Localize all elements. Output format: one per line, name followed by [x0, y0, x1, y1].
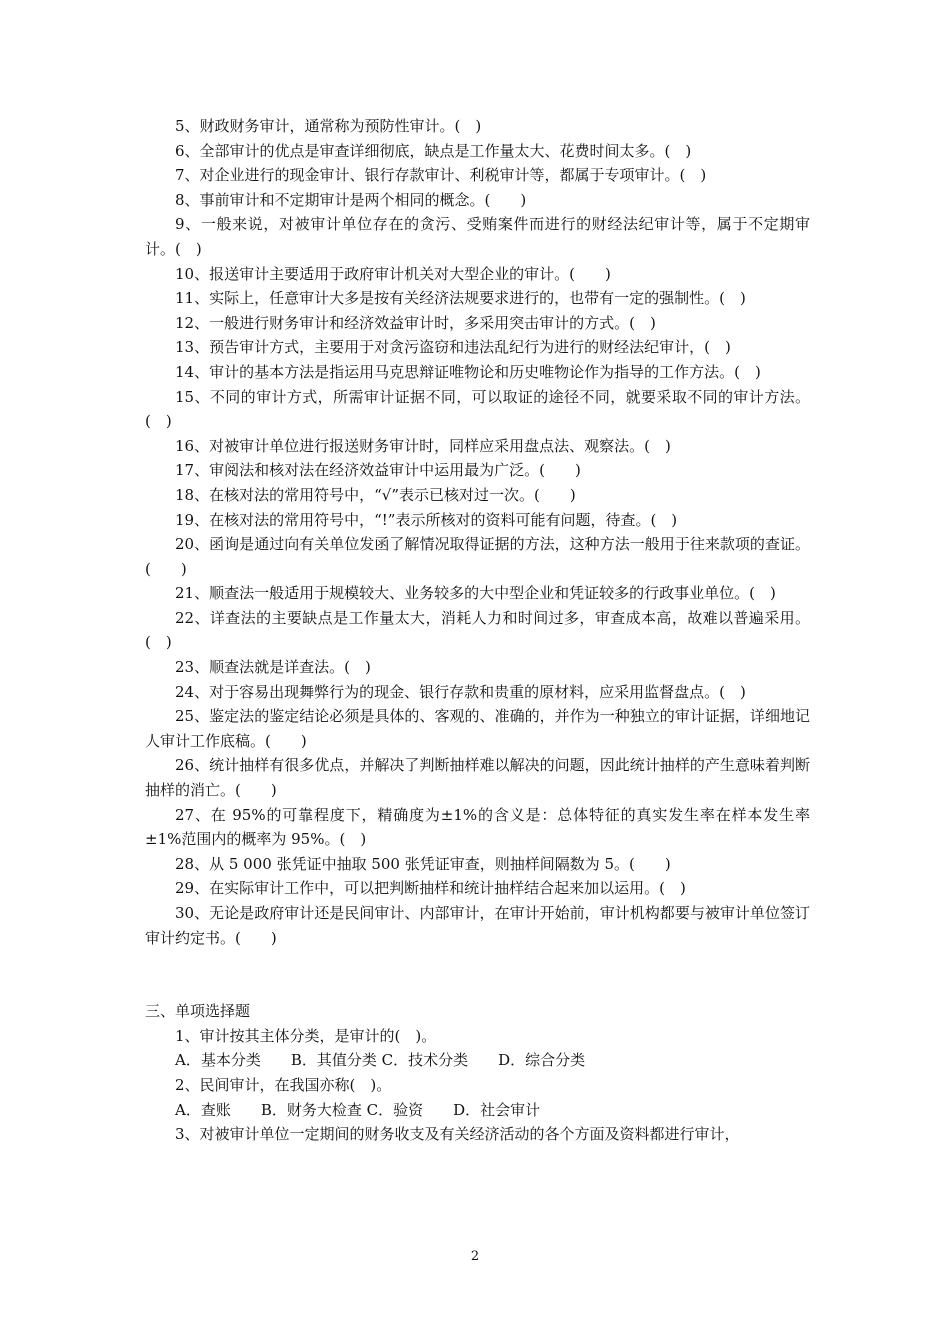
- judgment-question: 14、审计的基本方法是指运用马克思辩证唯物论和历史唯物论作为指导的工作方法。( ): [175, 362, 761, 381]
- judgment-question: 19、在核对法的常用符号中，“!”表示所核对的资料可能有问题，待查。( ): [175, 510, 678, 529]
- single-choice-section: [145, 999, 810, 1147]
- judgment-question: 5、财政财务审计，通常称为预防性审计。( ): [175, 117, 482, 135]
- judgment-question: 30、无论是政府审计还是民间审计、内部审计，在审计开始前，审计机构都要与被审计单位签订审计约定书。( ): [145, 904, 810, 947]
- judgment-question: 27、在 95%的可靠程度下，精确度为±1%的含义是：总体特征的真实发生率在样本发生率±1%范围内的概率为 95%。( ): [145, 805, 810, 849]
- choice-question-2: 2、民间审计，在我国亦称( )。: [175, 1075, 392, 1094]
- choice-question-3: 3、对被审计单位一定期间的财务收支及有关经济活动的各个方面及资料都进行审计，: [175, 1125, 740, 1144]
- judgment-question: 13、预告审计方式，主要用于对贪污盗窃和违法乱纪行为进行的财经法纪审计，( ): [175, 338, 731, 357]
- judgment-question: 24、对于容易出现舞弊行为的现金、银行存款和贵重的原材料，应采用监督盘点。( ): [175, 682, 746, 701]
- judgment-question: 23、顺查法就是详查法。( ): [175, 658, 371, 677]
- judgment-question: 22、详查法的主要缺点是工作量太大，消耗人力和时间过多，审查成本高，故难以普遍采用。( ): [145, 608, 810, 652]
- judgment-question: 17、审阅法和核对法在经济效益审计中运用最为广泛。( ): [175, 461, 581, 480]
- judgment-question: 15、不同的审计方式，所需审计证据不同，可以取证的途径不同，就要采取不同的审计方法。( ): [145, 387, 810, 431]
- judgment-question: 18、在核对法的常用符号中，“√”表示已核对过一次。( ): [175, 485, 576, 504]
- judgment-question: 28、从 5 000 张凭证中抽取 500 张凭证审查，则抽样间隔数为 5。( ): [175, 854, 671, 873]
- page-number: 2: [470, 1249, 480, 1264]
- judgment-question: 26、统计抽样有很多优点，并解决了判断抽样难以解决的问题，因此统计抽样的产生意味着判断抽样的消亡。( ): [145, 756, 810, 800]
- choice-question-2-options: A．查账 B．财务大检查 C．验资 D．社会审计: [175, 1100, 541, 1119]
- judgment-question: 20、函询是通过向有关单位发函了解情况取得证据的方法，这种方法一般用于往来款项的查证。( ): [145, 535, 810, 578]
- judgment-question: 10、报送审计主要适用于政府审计机关对大型企业的审计。( ): [175, 264, 611, 283]
- judgment-question: 16、对被审计单位进行报送财务审计时，同样应采用盘点法、观察法。( ): [175, 436, 671, 455]
- page-body: [145, 114, 810, 1147]
- choice-question-1: 1、审计按其主体分类，是审计的( )。: [175, 1026, 437, 1045]
- choice-question-1-options: A．基本分类 B．其值分类 C．技术分类 D．综合分类: [175, 1051, 586, 1070]
- judgment-question: 9、一般来说，对被审计单位存在的贪污、受贿案件而进行的财经法纪审计等，属于不定期审计。( ): [145, 215, 810, 258]
- judgment-question: 12、一般进行财务审计和经济效益审计时，多采用突击审计的方式。( ): [175, 313, 656, 332]
- judgment-question-list: [145, 114, 810, 950]
- judgment-question: 7、对企业进行的现金审计、银行存款审计、利税审计等，都属于专项审计。( ): [175, 166, 707, 185]
- judgment-question: 25、鉴定法的鉴定结论必须是具体的、客观的、准确的，并作为一种独立的审计证据，详细地记人审计工作底稿。( ): [145, 707, 810, 750]
- judgment-question: 29、在实际审计工作中，可以把判断抽样和统计抽样结合起来加以运用。( ): [175, 879, 686, 898]
- judgment-question: 8、事前审计和不定期审计是两个相同的概念。( ): [175, 190, 527, 209]
- judgment-question: 6、全部审计的优点是审查详细彻底，缺点是工作量太大、花费时间太多。( ): [175, 141, 692, 160]
- judgment-question: 21、顺查法一般适用于规模较大、业务较多的大中型企业和凭证较多的行政事业单位。( ): [175, 584, 776, 603]
- section-title: 三、单项选择题: [145, 1002, 251, 1021]
- judgment-question: 11、实际上，任意审计大多是按有关经济法规要求进行的，也带有一定的强制性。( ): [175, 289, 746, 308]
